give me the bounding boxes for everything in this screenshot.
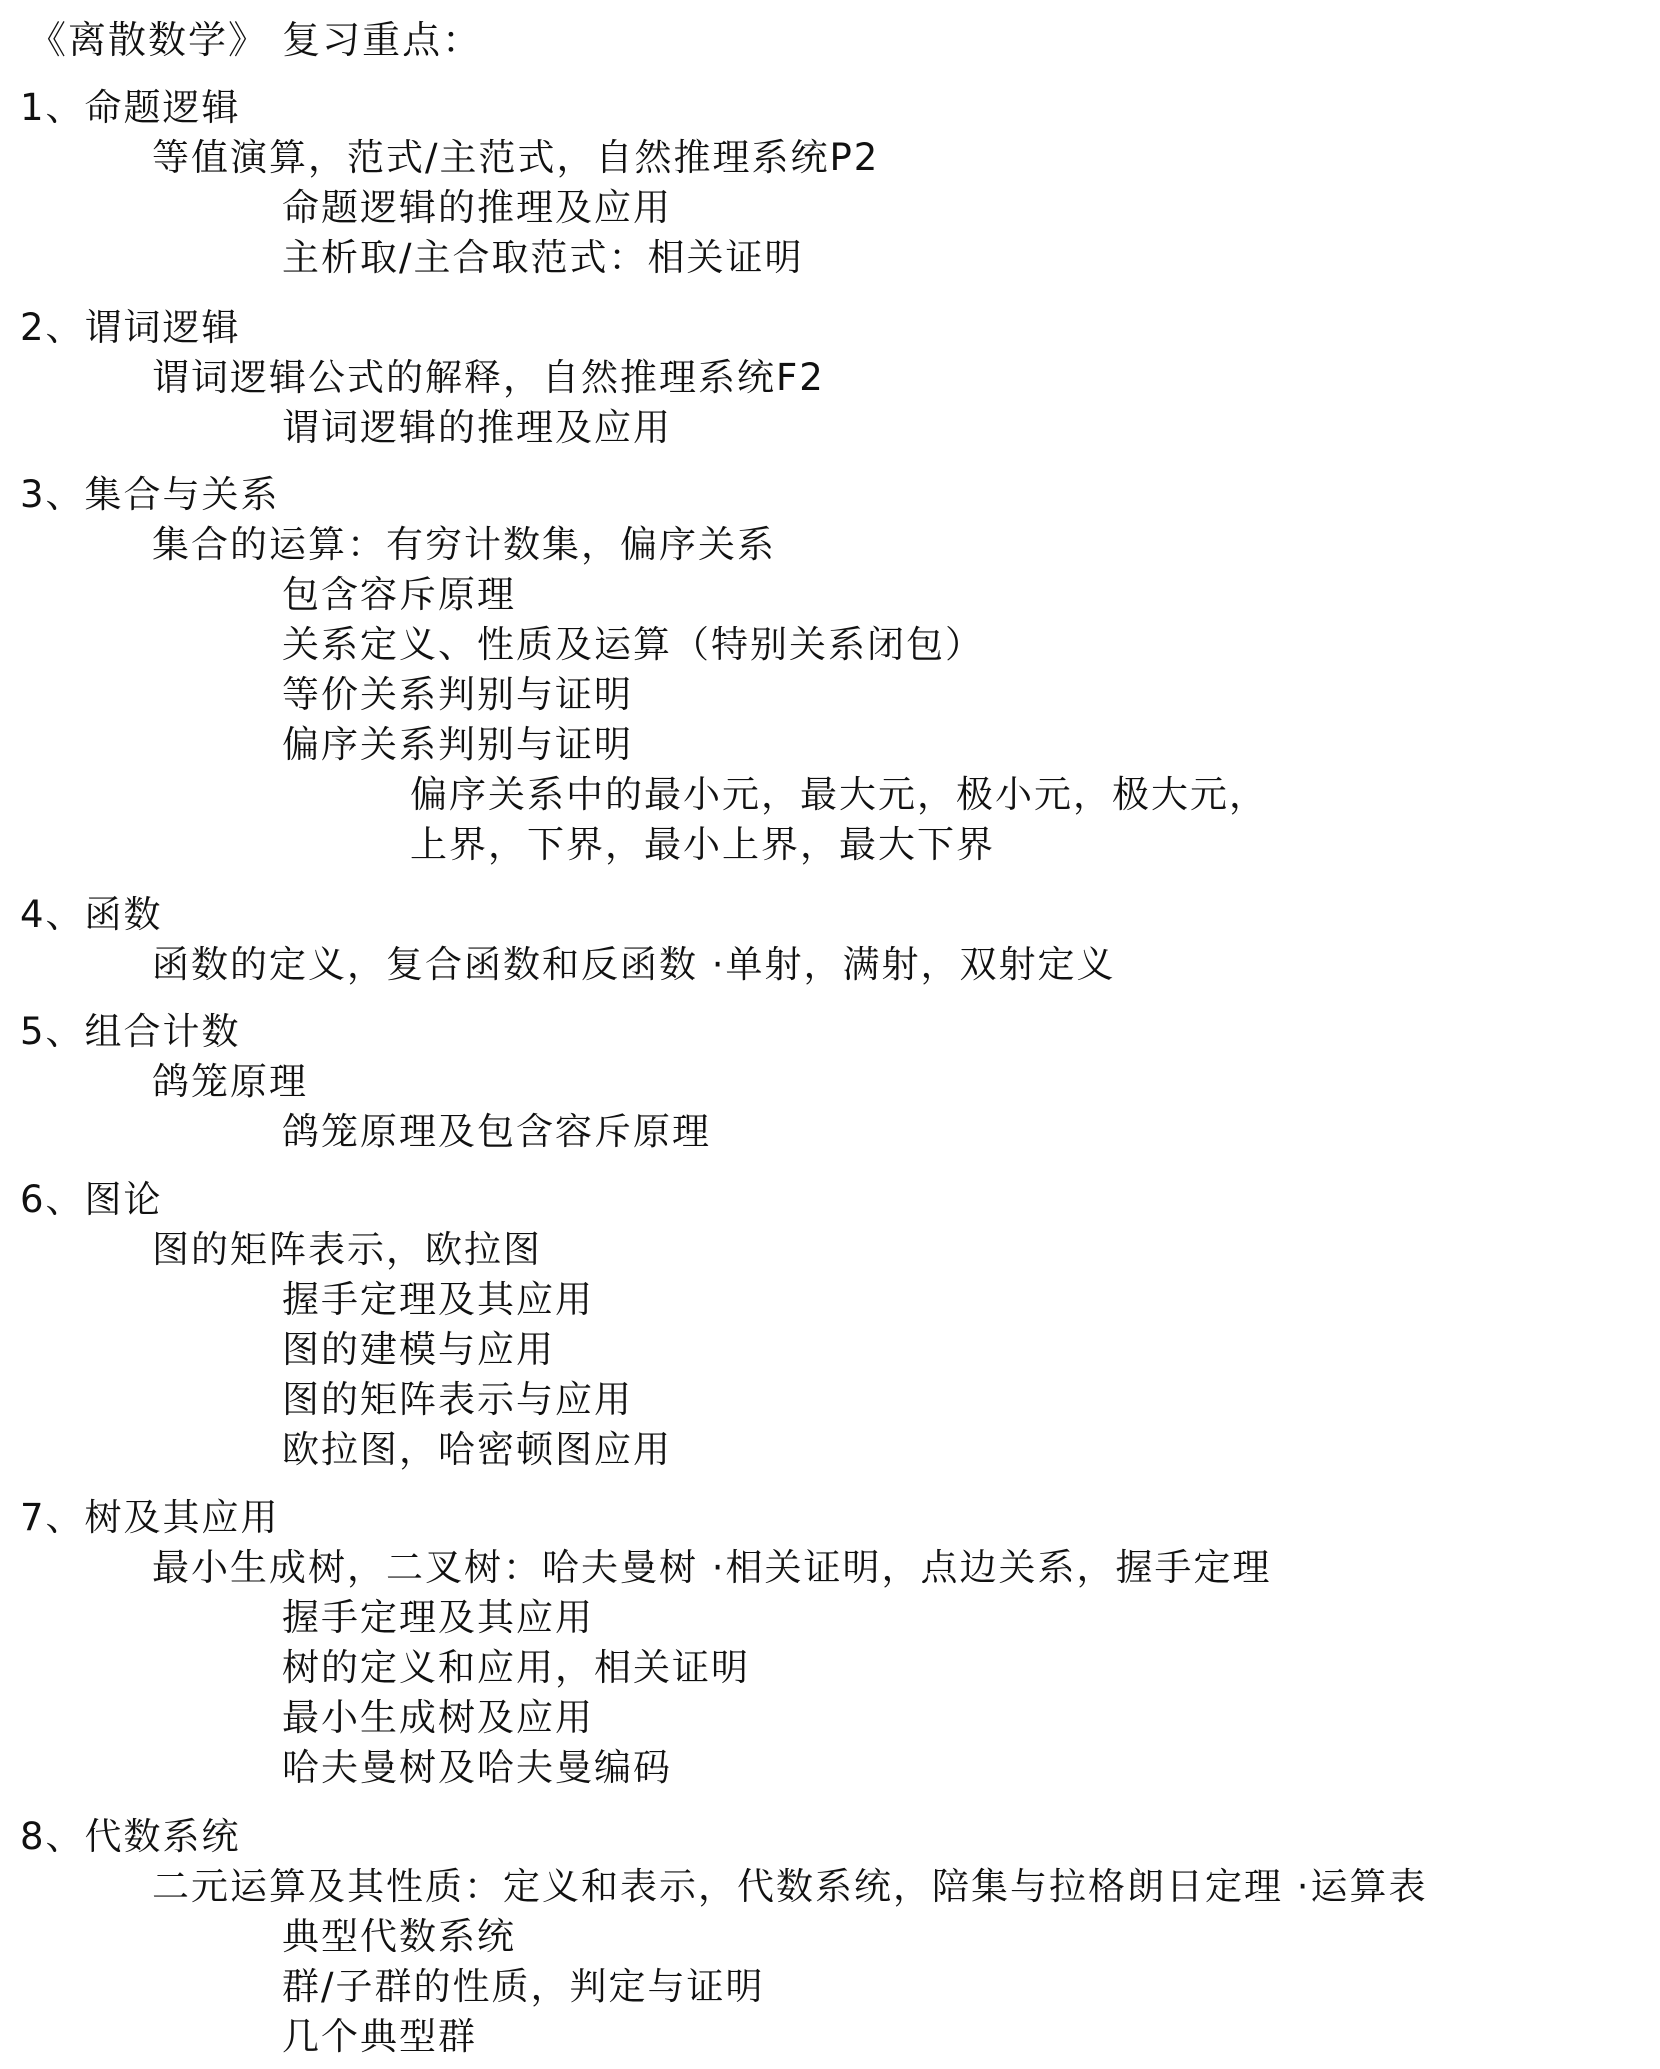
subtopic-line: 谓词逻辑的推理及应用 (282, 406, 672, 449)
section-heading: 1、命题逻辑 (20, 86, 241, 129)
section-heading: 3、集合与关系 (20, 473, 280, 516)
subtopic-line: 典型代数系统 (282, 1915, 516, 1958)
subtopic-line: 图的矩阵表示与应用 (282, 1378, 633, 1421)
subtopic-line: 最小生成树及应用 (282, 1696, 594, 1739)
document-title: 《离散数学》 复习重点： (28, 18, 483, 62)
section-heading: 6、图论 (20, 1178, 163, 1221)
detail-line: 上界，下界，最小上界，最大下界 (410, 823, 995, 866)
topic-line: 最小生成树，二叉树：哈夫曼树 ·相关证明，点边关系，握手定理 (152, 1546, 1272, 1589)
subtopic-line: 树的定义和应用，相关证明 (282, 1646, 750, 1689)
subtopic-line: 哈夫曼树及哈夫曼编码 (282, 1746, 672, 1789)
section-heading: 2、谓词逻辑 (20, 306, 241, 349)
topic-line: 谓词逻辑公式的解释，自然推理系统F2 (152, 356, 825, 399)
subtopic-line: 欧拉图，哈密顿图应用 (282, 1428, 672, 1471)
subtopic-line: 鸽笼原理及包含容斥原理 (282, 1110, 711, 1153)
subtopic-line: 几个典型群 (282, 2015, 477, 2058)
section-heading: 4、函数 (20, 893, 163, 936)
section-heading: 8、代数系统 (20, 1815, 241, 1858)
subtopic-line: 等价关系判别与证明 (282, 673, 633, 716)
subtopic-line: 握手定理及其应用 (282, 1278, 594, 1321)
subtopic-line: 命题逻辑的推理及应用 (282, 186, 672, 229)
topic-line: 等值演算，范式/主范式，自然推理系统P2 (152, 136, 880, 179)
subtopic-line: 主析取/主合取范式：相关证明 (282, 236, 804, 279)
subtopic-line: 包含容斥原理 (282, 573, 516, 616)
subtopic-line: 握手定理及其应用 (282, 1596, 594, 1639)
topic-line: 函数的定义，复合函数和反函数 ·单射，满射，双射定义 (152, 943, 1116, 986)
topic-line: 鸽笼原理 (152, 1060, 308, 1103)
topic-line: 图的矩阵表示，欧拉图 (152, 1228, 542, 1271)
subtopic-line: 图的建模与应用 (282, 1328, 555, 1371)
topic-line: 二元运算及其性质：定义和表示，代数系统，陪集与拉格朗日定理 ·运算表 (152, 1865, 1428, 1908)
section-heading: 7、树及其应用 (20, 1496, 280, 1539)
subtopic-line: 偏序关系判别与证明 (282, 723, 633, 766)
subtopic-line: 关系定义、性质及运算（特别关系闭包） (282, 623, 984, 666)
section-heading: 5、组合计数 (20, 1010, 241, 1053)
topic-line: 集合的运算：有穷计数集，偏序关系 (152, 523, 776, 566)
subtopic-line: 群/子群的性质，判定与证明 (282, 1965, 765, 2008)
detail-line: 偏序关系中的最小元，最大元，极小元，极大元， (410, 773, 1268, 816)
